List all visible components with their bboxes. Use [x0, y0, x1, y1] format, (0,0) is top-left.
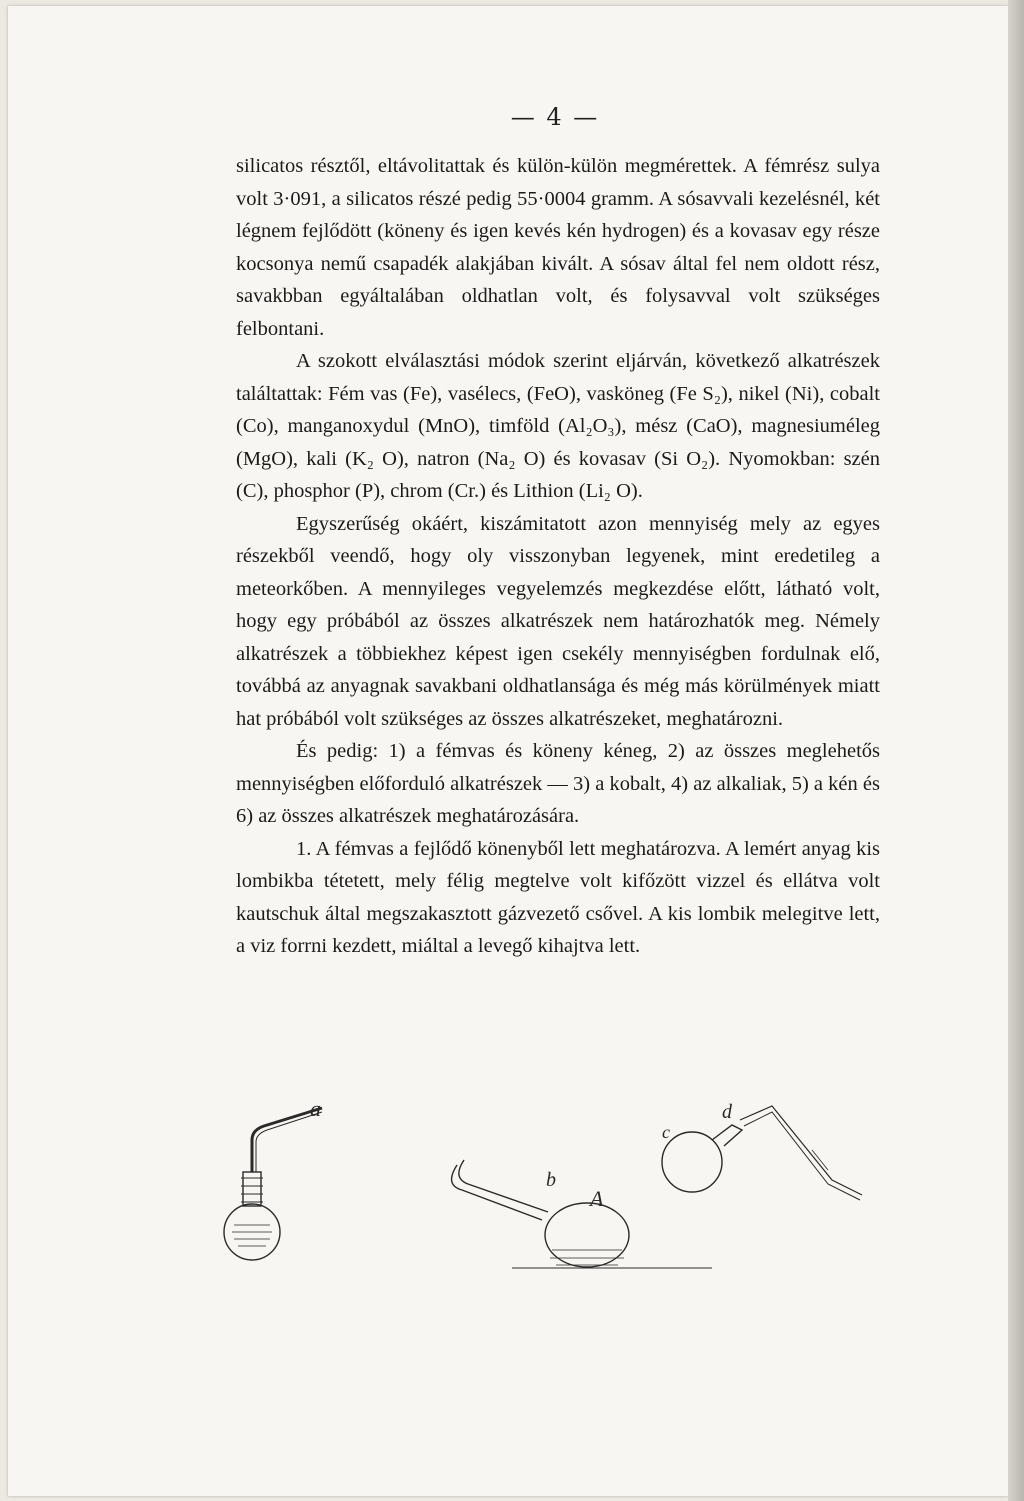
paragraph-5: 1. A fémvas a fejlődő könenyből lett meghatározva. A lemért anyag kis lombikba tétetett, mely félig megtelve volt kifőzött vizzel és ellátva volt kautschuk által megszakasztott gázvezető csővel. A kis lombik melegitve lett, a viz forrni kezdett, miáltal a levegő kihajtva lett.	[236, 837, 880, 957]
left-flask	[224, 1108, 322, 1260]
figure-label-b: b	[546, 1169, 556, 1191]
book-edge	[1008, 0, 1024, 1501]
page-number: — 4 —	[510, 103, 600, 131]
figure-label-a: a	[310, 1096, 321, 1121]
apparatus-illustration	[212, 1090, 892, 1275]
figure-label-A: A	[590, 1186, 604, 1211]
paragraph-1: silicatos résztől, eltávolitattak és külön-külön megmérettek. A fémrész sulya volt 3·091, a silicatos részé pedig 55·0004 gramm. A sósavvali kezelésnél, két légnem fejlődött (köneny és igen kevés kén hydrogen) és a kovasav egy része kocsonya nemű csapadék alakjában kivált. A sósav által fel nem oldott rész, savakbban egyáltalában oldhatlan volt, és folysavval volt szükséges felbontani.	[236, 155, 880, 340]
figure-label-d: d	[722, 1101, 732, 1123]
right-flask	[662, 1106, 862, 1200]
paragraph-3: Egyszerűség okáért, kiszámitatott azon mennyiség mely az egyes részekből veendő, hogy oly visszonyban legyenek, mint eredetileg a meteorkőben. A mennyileges vegyelemzés megkezdése előtt, látható volt, hogy egy próbából az összes alkatrészek nem határozhatók meg. Némely alkatrészek a többiekhez képest igen csekély mennyiségben fordulnak elő, továbbá az anyagnak savakbani oldhatlansága és még más körülmények miatt hat próbából volt szükséges az összes alkatrészeket, meghatározni.	[236, 512, 880, 730]
middle-retort	[452, 1160, 712, 1268]
figure-label-c: c	[662, 1122, 670, 1142]
paragraph-2: A szokott elválasztási módok szerint eljárván, következő alkatrészek találtattak: Fém vas (Fe), vasélecs, (FeO), vasköneg (Fe S₂), nikel (Ni), cobalt (Co), manganoxydul (MnO), timföld (Al₂O₃), mész (CaO), magnesiuméleg (MgO), kali (K₂ O), natron (Na₂ O) és kovasav (Si O₂). Nyomokban: szén (C), phosphor (P), chrom (Cr.) és Lithion (Li₂ O).	[236, 350, 880, 502]
body-text	[236, 150, 880, 963]
paragraph-4: És pedig: 1) a fémvas és köneny kéneg, 2) az összes meglehetős mennyiségben előforduló alkatrészek — 3) a kobalt, 4) az alkaliak, 5) a kén és 6) az összes alkatrészek meghatározására.	[236, 740, 880, 827]
